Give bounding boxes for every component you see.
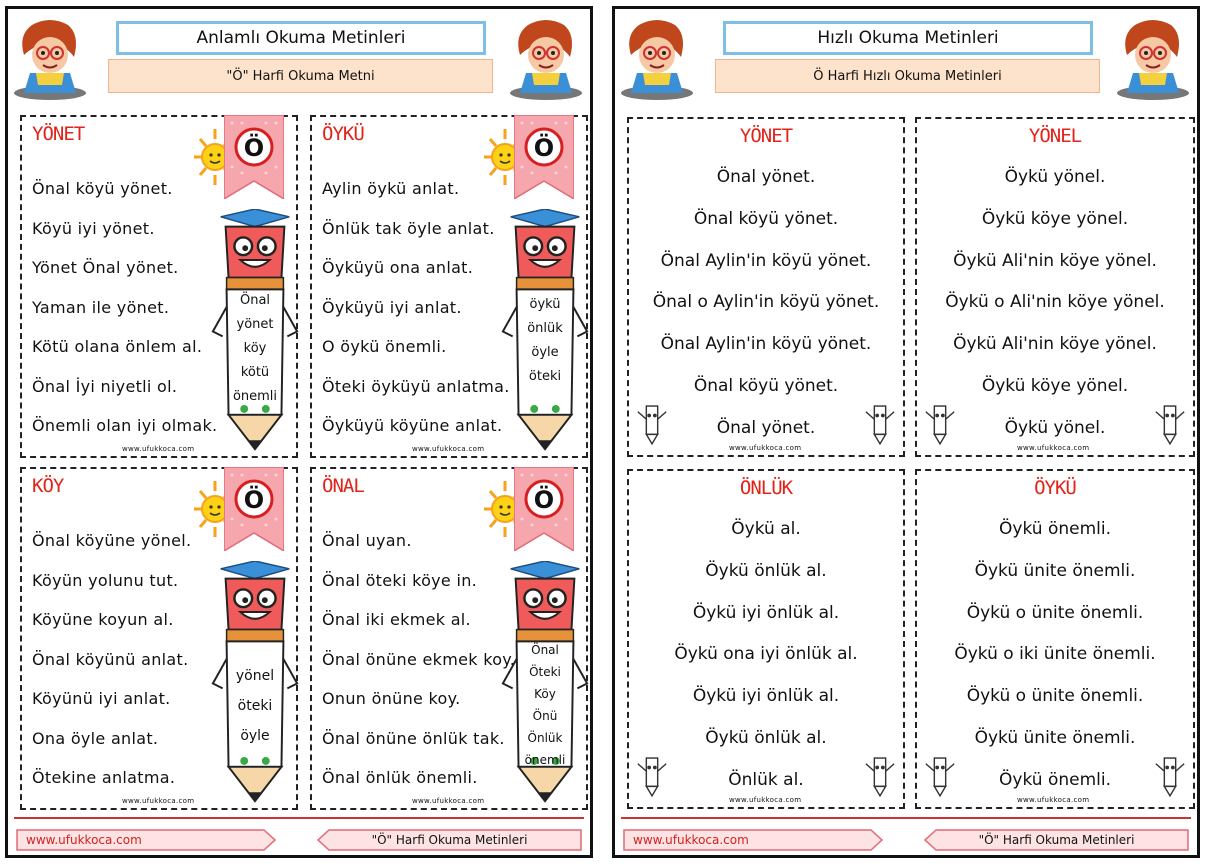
sentence: Köyünü iyi anlat. <box>32 689 171 708</box>
left-worksheet <box>5 6 593 858</box>
sentence: Önal iki ekmek al. <box>322 610 471 629</box>
sentence: Öykü al. <box>731 519 801 539</box>
sentence: Köyün yolunu tut. <box>32 570 179 590</box>
sentence-list <box>32 179 217 456</box>
sentence: Önal Aylin'in köyü yönet. <box>660 250 872 271</box>
sentence: Önal önüne önlük tak. <box>322 728 505 748</box>
sentence: Köyüne koyun al. <box>32 610 174 629</box>
sentence: O öykü önemli. <box>322 337 447 356</box>
speed-card-oyku <box>915 469 1195 809</box>
sentence: Öykü köye yönel. <box>981 208 1129 229</box>
watermark: www.ufukkoca.com <box>729 796 802 804</box>
sentence: Öyküyü ona anlat. <box>322 258 474 277</box>
pencil-word: köy <box>243 341 267 356</box>
pencil-word-list <box>230 661 280 751</box>
worksheet-title: Hızlı Okuma Metinleri <box>723 21 1093 55</box>
sentence: Önemli olan iyi olmak. <box>32 416 218 435</box>
sentence: Öyküyü iyi anlat. <box>322 297 462 317</box>
pencil-mascot-icon <box>635 753 669 799</box>
reading-card-yonet <box>20 115 298 458</box>
badge-letter: Ö <box>533 134 555 162</box>
sentence: Kötü olana önlem al. <box>32 337 203 356</box>
footer-website-link[interactable] <box>16 829 276 851</box>
sentence: Önal köyü yönet. <box>693 375 839 396</box>
card-title: YÖNEL <box>1028 125 1082 147</box>
ribbon-badge-icon <box>514 115 574 199</box>
sentence: Önal önüne ekmek koy. <box>322 649 516 669</box>
sentence: Öykü iyi önlük al. <box>692 686 840 707</box>
card-title: ÖNLÜK <box>739 477 793 499</box>
sentence: Öykü yönel. <box>1004 417 1106 438</box>
sentence-list <box>32 531 191 808</box>
right-worksheet <box>612 6 1200 858</box>
pencil-word-list <box>520 639 570 771</box>
pencil-word: Önü <box>532 709 558 723</box>
sentence: Öykü önlük al. <box>705 560 827 581</box>
sentence: Önal önlük önemli. <box>322 768 478 787</box>
sentence-list <box>917 519 1193 812</box>
sentence: Öteki öyküyü anlatma. <box>322 376 510 396</box>
sentence-list <box>917 167 1193 460</box>
pencil-mascot-icon <box>923 753 957 799</box>
sentence: Öykü ünite önemli. <box>974 727 1136 748</box>
footer-divider <box>14 817 584 819</box>
pencil-word: Önal <box>239 293 271 308</box>
pencil-mascot-icon <box>1153 401 1187 447</box>
pencil-word: Öteki <box>529 665 561 679</box>
pencil-mascot-icon <box>863 753 897 799</box>
sentence: Öykü önemli. <box>999 519 1111 539</box>
pencil-word-list <box>520 293 570 389</box>
pencil-word: önemli <box>524 753 566 767</box>
reading-card-onal <box>310 467 588 810</box>
sentence: Önal o Aylin'in köyü yönet. <box>652 292 880 313</box>
sentence: Öykü o ünite önemli. <box>966 602 1144 623</box>
sentence: Önlük al. <box>728 769 804 790</box>
sentence: Önal uyan. <box>322 531 412 550</box>
footer-series-text: "Ö" Harfi Okuma Metinleri <box>371 833 528 847</box>
badge-letter: Ö <box>243 486 265 514</box>
pencil-word: yönel <box>235 668 275 684</box>
sentence: Öyküyü köyüne anlat. <box>322 416 503 435</box>
card-title: YÖNET <box>32 123 85 145</box>
sentence: Önal köyü yönet. <box>32 179 173 198</box>
worksheet-subtitle: Ö Harfi Hızlı Okuma Metinleri <box>715 59 1100 93</box>
watermark: www.ufukkoca.com <box>122 797 195 805</box>
pencil-word: öykü <box>529 297 561 312</box>
sentence-list <box>322 179 510 456</box>
pencil-word: öyle <box>240 728 270 744</box>
sentence: Öykü Ali'nin köye yönel. <box>953 250 1157 271</box>
ribbon-badge-icon <box>514 467 574 551</box>
pencil-word: Önal <box>531 643 559 657</box>
sentence-list <box>629 519 903 812</box>
footer-website-text: www.ufukkoca.com <box>26 833 142 847</box>
footer-website-text: www.ufukkoca.com <box>633 833 749 847</box>
sentence: Öykü iyi önlük al. <box>692 602 840 623</box>
footer-website-link[interactable] <box>623 829 883 851</box>
sentence: Önal İyi niyetli ol. <box>32 376 178 396</box>
sentence: Öykü köye yönel. <box>981 375 1129 396</box>
sentence: Önal yönet. <box>716 167 816 187</box>
sentence: Önlük tak öyle anlat. <box>322 218 495 238</box>
card-title: ÖYKÜ <box>322 123 364 145</box>
sentence: Önal Aylin'in köyü yönet. <box>660 334 872 355</box>
pencil-word: önlük <box>527 321 563 336</box>
sentence: Öykü o iki ünite önemli. <box>954 644 1156 665</box>
sentence: Önal öteki köye in. <box>322 570 478 590</box>
girl-avatar-icon <box>10 15 90 101</box>
pencil-mascot-icon <box>863 401 897 447</box>
worksheet-subtitle: "Ö" Harfi Okuma Metni <box>108 59 493 93</box>
sentence: Köyü iyi yönet. <box>32 218 155 238</box>
pencil-word: kötü <box>240 365 270 380</box>
sentence: Önal köyü yönet. <box>693 208 839 229</box>
sentence: Önal köyünü anlat. <box>32 649 189 669</box>
pencil-word: öteki <box>528 369 562 384</box>
sentence: Öykü önemli. <box>999 769 1111 790</box>
speed-card-yonet <box>627 117 905 457</box>
footer-series-label <box>317 829 582 851</box>
sentence: Öykü önlük al. <box>705 727 827 748</box>
footer-divider <box>621 817 1191 819</box>
sentence: Öykü ünite önemli. <box>974 560 1136 581</box>
footer-series-label <box>924 829 1189 851</box>
pencil-mascot-icon <box>923 401 957 447</box>
card-title: ÖYKÜ <box>1034 477 1076 499</box>
pencil-word-list <box>230 289 280 409</box>
sentence: Yönet Önal yönet. <box>32 258 179 277</box>
pencil-word: öteki <box>237 698 273 714</box>
watermark: www.ufukkoca.com <box>729 444 802 452</box>
girl-avatar-icon <box>1113 15 1193 101</box>
girl-avatar-icon <box>506 15 586 101</box>
card-title: YÖNET <box>739 125 793 147</box>
pencil-word: öyle <box>531 345 559 360</box>
sentence: Öykü o ünite önemli. <box>966 686 1144 707</box>
sentence: Öykü o Ali'nin köye yönel. <box>945 292 1165 313</box>
card-title: ÖNAL <box>322 475 364 497</box>
pencil-mascot-icon <box>635 401 669 447</box>
pencil-word: Önlük <box>527 731 563 745</box>
watermark: www.ufukkoca.com <box>1017 796 1090 804</box>
sentence: Öykü Ali'nin köye yönel. <box>953 334 1157 355</box>
watermark: www.ufukkoca.com <box>1017 444 1090 452</box>
speed-card-onluk <box>627 469 905 809</box>
pencil-word: Köy <box>534 687 556 701</box>
sentence: Öykü yönel. <box>1004 167 1106 187</box>
pencil-word: yönet <box>236 317 274 332</box>
watermark: www.ufukkoca.com <box>122 445 195 453</box>
watermark: www.ufukkoca.com <box>412 797 485 805</box>
reading-card-koy <box>20 467 298 810</box>
reading-card-oyku <box>310 115 588 458</box>
ribbon-badge-icon <box>224 115 284 199</box>
sentence-list <box>629 167 903 460</box>
watermark: www.ufukkoca.com <box>412 445 485 453</box>
sentence: Önal yönet. <box>716 417 816 438</box>
sentence: Ötekine anlatma. <box>32 768 176 787</box>
pencil-mascot-icon <box>1153 753 1187 799</box>
sentence: Ona öyle anlat. <box>32 728 159 748</box>
speed-card-yonel <box>915 117 1195 457</box>
girl-avatar-icon <box>617 15 697 101</box>
sentence: Onun önüne koy. <box>322 689 461 708</box>
sentence-list <box>322 531 515 808</box>
sentence: Aylin öykü anlat. <box>322 179 460 198</box>
sentence: Öykü ona iyi önlük al. <box>674 644 858 665</box>
ribbon-badge-icon <box>224 467 284 551</box>
pencil-word: önemli <box>232 389 278 404</box>
footer-series-text: "Ö" Harfi Okuma Metinleri <box>978 833 1135 847</box>
card-title: KÖY <box>32 475 64 497</box>
sentence: Yaman ile yönet. <box>32 297 170 317</box>
badge-letter: Ö <box>533 486 555 514</box>
badge-letter: Ö <box>243 134 265 162</box>
worksheet-title: Anlamlı Okuma Metinleri <box>116 21 486 55</box>
sentence: Önal köyüne yönel. <box>32 531 192 550</box>
